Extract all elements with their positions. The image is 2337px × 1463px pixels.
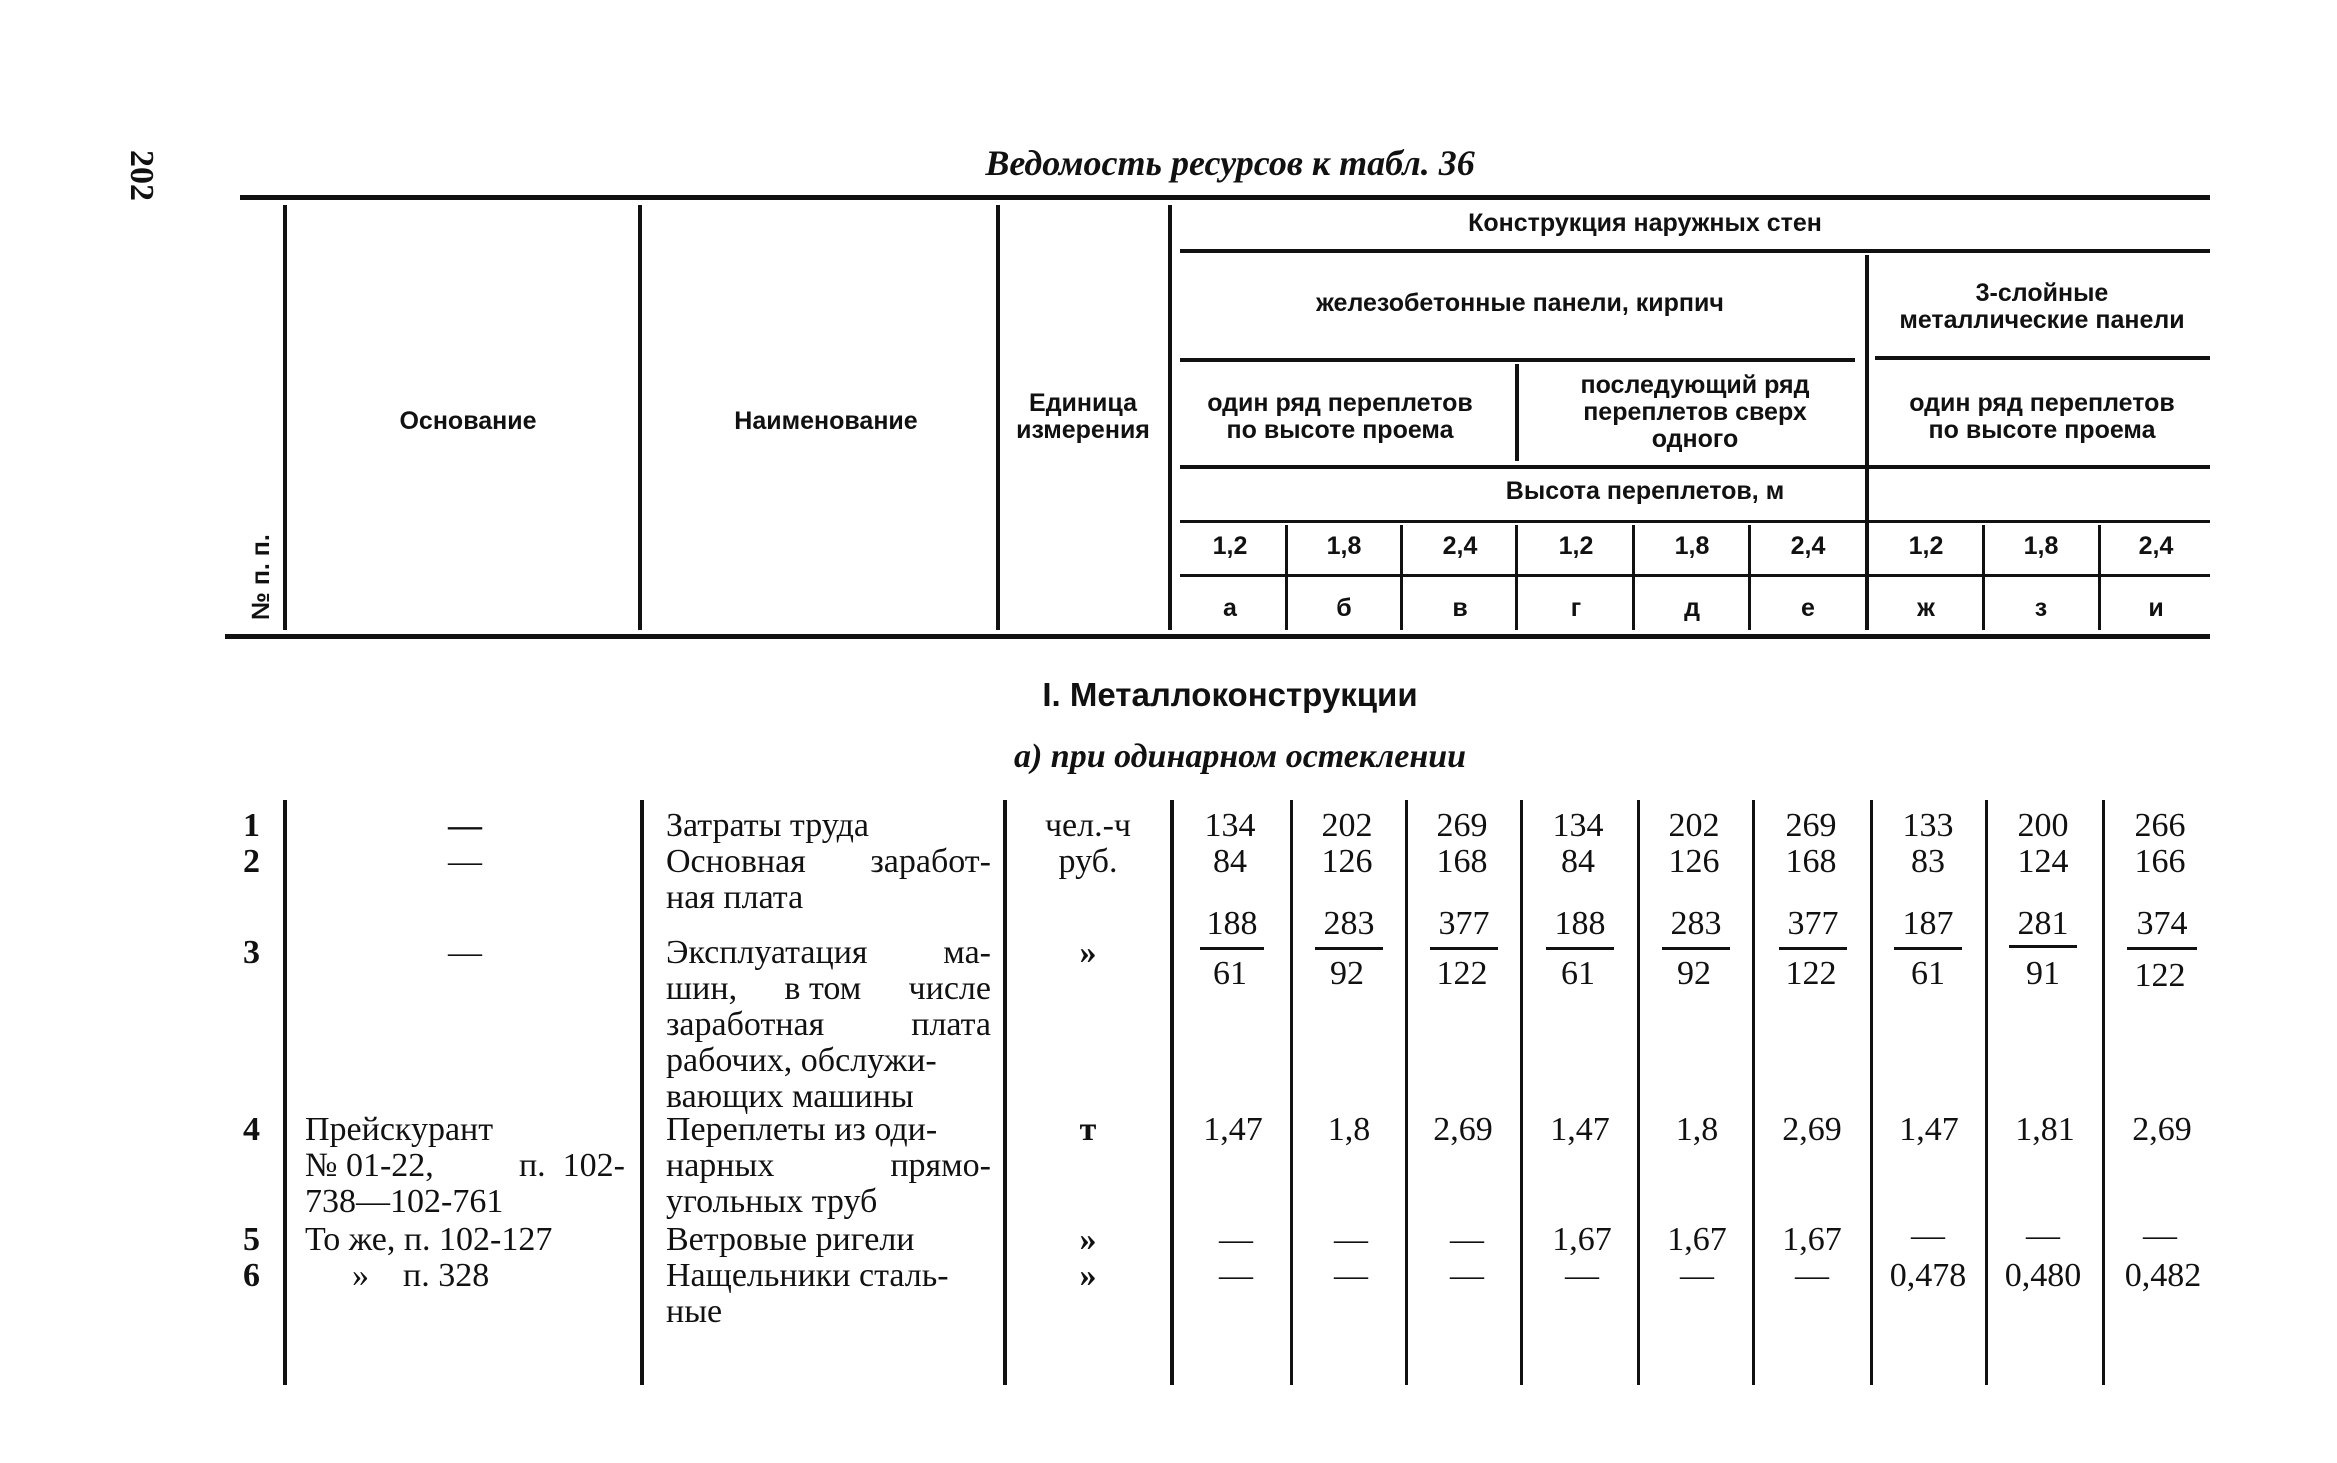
cell-value: — [1565,1257,1599,1294]
column-letter: в [1452,594,1468,622]
header-divider [638,205,642,630]
col-no-header: № п. п. [247,534,275,620]
row-basis: Прейскурант № 01-22, п. 102- 738—102-761 [305,1111,625,1220]
cell-numerator: 283 [1323,905,1375,942]
row-basis: — [448,807,482,844]
row-unit: » [1079,1221,1097,1258]
cell-value: 124 [2017,843,2069,880]
cell-value: — [1450,1257,1484,1294]
cell-value: — [1795,1257,1829,1294]
cell-value: 83 [1911,843,1945,880]
height-value: 2,4 [2138,532,2174,560]
cell-value: 269 [1436,807,1488,844]
row-basis: — [448,843,482,880]
cell-value: 266 [2134,807,2186,844]
row-unit: » [1079,934,1097,971]
cell-value: — [1911,1217,1945,1254]
cell-value: 126 [1321,843,1373,880]
body-divider [1290,800,1293,1385]
header-divider [1515,364,1519,461]
row-basis: » п. 328 [352,1257,490,1294]
cell-value: 1,67 [1552,1221,1612,1258]
fraction-bar [2009,945,2077,948]
body-divider [1870,800,1873,1385]
sub-header-b: последующий ряд переплетов сверх одного [1580,371,1810,453]
header-divider [1168,205,1172,630]
header-rule [1180,574,2210,577]
sub-header-c: один ряд переплетов по высоте проема [1909,389,2175,444]
cell-denominator: 92 [1330,955,1364,992]
row-name: Переплеты из оди- нарных прямо- угольных труб [666,1111,991,1220]
header-divider [1865,255,1869,630]
col-basis-header: Основание [399,407,537,435]
cell-value: 269 [1785,807,1837,844]
header-divider [1982,525,1985,630]
cell-value: 84 [1213,843,1247,880]
fraction-bar [1430,947,1498,950]
cell-numerator: 187 [1902,905,1954,942]
header-rule [1180,520,2210,523]
fraction-bar [1779,947,1847,950]
cell-value: 1,8 [1675,1111,1719,1148]
body-divider [1985,800,1988,1385]
group-rc-header: железобетонные панели, кирпич [1316,289,1724,317]
cell-value: 1,67 [1667,1221,1727,1258]
cell-value: — [1219,1221,1253,1258]
cell-value: 134 [1204,807,1256,844]
fraction-bar [1662,947,1730,950]
cell-value: 1,81 [2015,1111,2075,1148]
body-divider [1752,800,1755,1385]
row-number: 5 [243,1221,260,1258]
cell-numerator: 374 [2136,905,2188,942]
fraction-bar [1546,947,1614,950]
column-letter: е [1801,594,1815,622]
column-letter: и [2148,594,2164,622]
column-letter: з [2034,594,2048,622]
cell-denominator: 122 [1436,955,1488,992]
header-rule [1875,356,2210,360]
page-title: Ведомость ресурсов к табл. 36 [985,143,1475,183]
header-divider [1515,525,1518,630]
row-number: 3 [243,934,260,971]
row-number: 1 [243,807,260,844]
fraction-bar [1200,947,1264,950]
cell-numerator: 283 [1670,905,1722,942]
cell-value: 84 [1561,843,1595,880]
header-top-rule [240,195,2210,200]
cell-value: 2,69 [1782,1111,1842,1148]
fraction-bar [2127,947,2197,950]
cell-value: 202 [1668,807,1720,844]
row-basis: — [448,934,482,971]
cell-value: 2,69 [1433,1111,1493,1148]
column-letter: д [1684,594,1700,622]
cell-value: 133 [1902,807,1954,844]
cell-value: 0,478 [1889,1257,1967,1294]
group-top-header: Конструкция наружных стен [1468,209,1822,237]
group-3layer-header: 3-слойные металлические панели [1899,279,2185,334]
col-unit-header: Единица измерения [1016,389,1150,444]
body-divider [2102,800,2105,1385]
height-value: 1,2 [1908,532,1944,560]
cell-numerator: 281 [2017,905,2069,942]
fraction-bar [1315,947,1383,950]
body-divider [1170,800,1174,1385]
header-divider [1285,525,1288,630]
header-bottom-rule [225,634,2210,639]
row-name: Затраты труда [666,807,870,844]
cell-value: — [2026,1217,2060,1254]
cell-value: — [1680,1257,1714,1294]
cell-denominator: 61 [1213,955,1247,992]
section-title: I. Металлоконструкции [1042,676,1418,713]
body-divider [1637,800,1640,1385]
body-divider [1003,800,1007,1385]
height-value: 1,2 [1212,532,1248,560]
cell-value: 134 [1552,807,1604,844]
cell-value: 1,47 [1899,1111,1959,1148]
header-divider [1400,525,1403,630]
col-name-header: Наименование [734,407,918,435]
cell-numerator: 188 [1554,905,1606,942]
cell-value: 2,69 [2132,1111,2192,1148]
cell-numerator: 377 [1438,905,1490,942]
cell-value: 168 [1436,843,1488,880]
header-divider [996,205,1000,630]
column-letter: а [1223,594,1237,622]
row-number: 4 [243,1111,260,1148]
row-number: 2 [243,843,260,880]
column-letter: б [1336,594,1352,622]
cell-value: 126 [1668,843,1720,880]
height-value: 2,4 [1790,532,1826,560]
column-letter: г [1570,594,1582,622]
body-divider [1405,800,1408,1385]
row-name: Ветровые ригели [666,1221,915,1258]
cell-value: 0,480 [2004,1257,2082,1294]
cell-numerator: 377 [1787,905,1839,942]
subsection-title: а) при одинарном остеклении [1013,738,1467,775]
cell-value: 202 [1321,807,1373,844]
sub-header-a: один ряд переплетов по высоте проема [1207,389,1473,444]
cell-value: — [1334,1221,1368,1258]
height-value: 2,4 [1442,532,1478,560]
cell-value: 166 [2134,843,2186,880]
cell-denominator: 91 [2026,955,2060,992]
header-divider [1748,525,1751,630]
row-unit: » [1079,1257,1097,1294]
row-name: Нащельники сталь- ные [666,1257,949,1330]
row-unit: чел.-ч [1044,807,1132,844]
cell-value: 1,67 [1782,1221,1842,1258]
cell-denominator: 92 [1677,955,1711,992]
cell-value: — [1334,1257,1368,1294]
header-divider [2098,525,2101,630]
cell-numerator: 188 [1206,905,1258,942]
body-divider [283,800,287,1385]
cell-value: 168 [1785,843,1837,880]
height-value: 1,8 [1326,532,1362,560]
header-rule [1180,358,1855,362]
cell-value: 1,47 [1203,1111,1263,1148]
header-divider [283,205,287,630]
column-letter: ж [1917,594,1935,622]
header-rule [1180,249,2210,253]
header-divider [1632,525,1635,630]
row-number: 6 [243,1257,260,1294]
header-rule [1180,465,2210,469]
cell-denominator: 122 [1785,955,1837,992]
cell-value: 200 [2017,807,2069,844]
cell-denominator: 61 [1561,955,1595,992]
fraction-bar [1894,947,1962,950]
cell-value: 0,482 [2124,1257,2202,1294]
height-value: 1,8 [2023,532,2059,560]
height-value: 1,8 [1674,532,1710,560]
row-unit: руб. [1058,843,1118,880]
cell-denominator: 61 [1911,955,1945,992]
row-name: Эксплуатация ма- шин, в том числе заработная плата рабочих, обслужи- вающих машины [666,934,991,1115]
cell-value: — [1450,1221,1484,1258]
row-basis: То же, п. 102-127 [305,1221,553,1258]
cell-value: — [1219,1257,1253,1294]
heights-label: Высота переплетов, м [1505,477,1785,505]
cell-value: — [2143,1217,2177,1254]
height-value: 1,2 [1558,532,1594,560]
page-number: 202 [123,150,160,201]
row-unit: т [1079,1111,1097,1148]
row-name: Основная заработ- ная плата [666,843,991,916]
cell-value: 1,8 [1327,1111,1371,1148]
body-divider [1520,800,1523,1385]
body-divider [640,800,644,1385]
cell-value: 1,47 [1550,1111,1610,1148]
cell-denominator: 122 [2134,957,2186,994]
